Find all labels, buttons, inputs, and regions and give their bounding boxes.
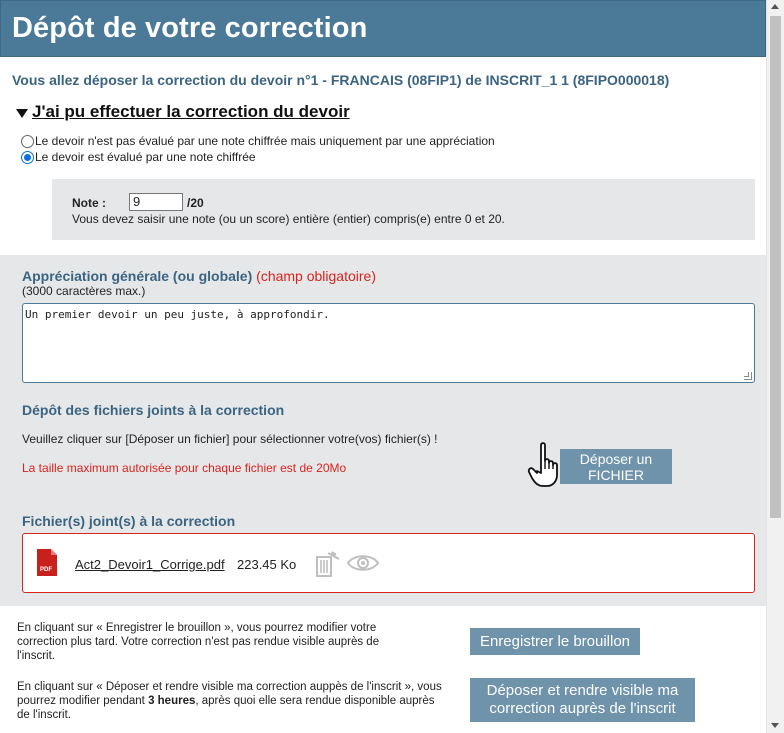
upload-file-button[interactable]	[560, 449, 672, 484]
option-numeric-grade-label: Le devoir est évalué par une note chiffrée	[35, 150, 256, 164]
vertical-scrollbar[interactable]	[766, 0, 784, 733]
radio-numeric-grade[interactable]	[21, 151, 34, 164]
attached-file-link[interactable]: Act2_Devoir1_Corrige.pdf	[75, 557, 225, 572]
grade-input[interactable]: 9	[129, 193, 183, 211]
eye-icon[interactable]	[347, 553, 379, 573]
grade-label: Note :	[72, 196, 106, 210]
assignment-subtitle: Vous allez déposer la correction du devoir n°1 - FRANCAIS (08FIP1) de INSCRIT_1 1 (8FIPO000018)	[12, 72, 670, 88]
upload-button-line2: FICHIER	[588, 467, 644, 483]
upload-instructions: Veuillez cliquer sur [Déposer un fichier] pour sélectionner votre(vos) fichier(s) !	[22, 432, 438, 446]
trash-icon[interactable]	[311, 551, 341, 577]
appreciation-text: Un premier devoir un peu juste, à approfondir.	[25, 308, 330, 321]
radio-appreciation-only[interactable]	[21, 135, 34, 148]
option-appreciation-only[interactable]	[21, 134, 495, 148]
submit-info-part1: En cliquant sur « Déposer et rendre visible ma correction auppès de l'inscrit », vous pourrez modifier pendant	[17, 681, 442, 707]
hand-pointer-icon	[527, 441, 565, 489]
submit-correction-button[interactable]	[470, 678, 695, 722]
submit-info-duration: 3 heures	[148, 695, 196, 707]
grade-panel	[52, 179, 755, 240]
upload-button-line1: Déposer un	[579, 451, 653, 467]
caret-down-icon	[16, 109, 28, 118]
page-header	[0, 0, 766, 57]
draft-info-text: En cliquant sur « Enregistrer le brouillon », vous pourrez modifier votre correction plus tard. Votre correction n'est pas rendue visible auprès de l'inscrit.	[17, 622, 380, 662]
scroll-up-arrow-icon[interactable]	[771, 4, 779, 9]
option-appreciation-only-label: Le devoir n'est pas évalué par une note chiffrée mais uniquement par une appréciation	[35, 134, 495, 148]
grade-max: /20	[187, 196, 204, 210]
submit-info-part2: , après quoi elle sera rendue disponible auprès de l'inscrit.	[17, 695, 435, 721]
appreciation-title-text: Appréciation générale (ou globale)	[22, 268, 253, 284]
option-numeric-grade[interactable]	[21, 150, 256, 164]
submit-button-line1: Déposer et rendre visible ma	[486, 682, 679, 699]
appreciation-title	[22, 268, 376, 284]
submit-info-text	[17, 680, 447, 722]
scroll-down-arrow-icon[interactable]	[771, 723, 779, 728]
grade-help-text: Vous devez saisir une note (ou un score) entière (entier) compris(e) entre 0 et 20.	[72, 212, 505, 226]
required-field-note: (champ obligatoire)	[256, 268, 376, 284]
page-title: Dépôt de votre correction	[12, 12, 368, 44]
scrollbar-thumb[interactable]	[770, 16, 781, 518]
appreciation-max-chars: (3000 caractères max.)	[22, 284, 146, 298]
attached-files-list	[22, 533, 755, 593]
pdf-icon	[37, 549, 57, 576]
upload-section-title: Dépôt des fichiers joints à la correction	[22, 402, 285, 418]
attached-files-title: Fichier(s) joint(s) à la correction	[22, 513, 236, 529]
svg-text:PDF: PDF	[40, 567, 52, 573]
correction-section-toggle[interactable]	[16, 102, 350, 122]
section-toggle-label: J'ai pu effectuer la correction du devoir	[32, 102, 350, 121]
attached-file-size: 223.45 Ko	[237, 557, 297, 572]
submit-button-line2: correction auprès de l'inscrit	[489, 700, 676, 717]
appreciation-textarea[interactable]	[22, 303, 755, 383]
resize-handle-icon[interactable]	[744, 372, 752, 380]
save-draft-button[interactable]: Enregistrer le brouillon	[470, 628, 640, 655]
upload-size-limit: La taille maximum autorisée pour chaque fichier est de 20Mo	[22, 461, 347, 475]
